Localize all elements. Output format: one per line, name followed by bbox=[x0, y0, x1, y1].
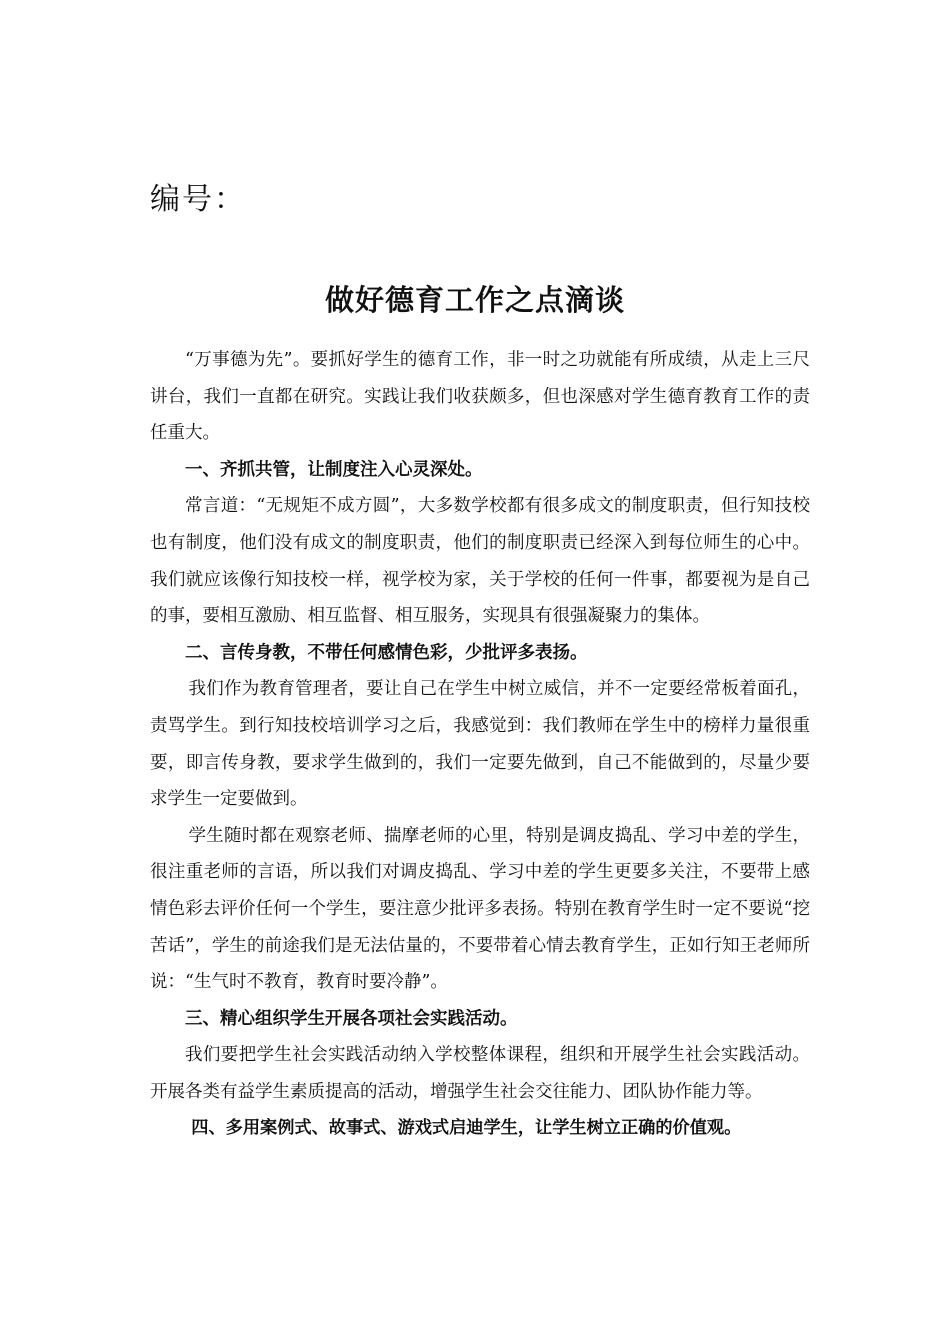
section-heading-1: 一、齐抓共管，让制度注入心灵深处。 bbox=[185, 459, 483, 480]
section-heading-2: 二、言传身教，不带任何感情色彩，少批评多表扬。 bbox=[185, 642, 588, 663]
section-1-paragraph: 常言道：“无规矩不成方圆”，大多数学校都有很多成文的制度职责，但行知技校也有制度，他们没有成文的制度职责，他们的制度职责已经深入到每位师生的心中。我们就应该像行知技校一样，视学校为家，关于学校的任何一件事，都要视为是自己的事，要相互激励、相互监督、相互服务，实现具有很强凝聚力的集体。 bbox=[150, 496, 810, 627]
intro-paragraph: “万事德为先”。要抓好学生的德育工作，非一时之功就能有所成绩，从走上三尺讲台，我们一直都在研究。实践让我们收获颇多，但也深感对学生德育教育工作的责任重大。 bbox=[150, 350, 810, 444]
section-2-paragraph-2: 学生随时都在观察老师、揣摩老师的心里，特别是调皮捣乱、学习中差的学生，很注重老师的言语，所以我们对调皮捣乱、学习中差的学生更要多关注，不要带上感情色彩去评价任何一个学生，要注意少批评多表扬。特别在教育学生时一定不要说“挖苦话”，学生的前途我们是无法估量的，不要带着心情去教育学生，正如行知王老师所说：“生气时不教育，教育时要冷静”。 bbox=[150, 825, 810, 993]
document-number-label: 编号： bbox=[150, 182, 246, 217]
section-heading-4: 四、多用案例式、故事式、游戏式启迪学生，让学生树立正确的价值观。 bbox=[191, 1118, 742, 1139]
document-title: 做好德育工作之点滴谈 bbox=[324, 283, 625, 317]
document-body bbox=[150, 342, 810, 1147]
section-2-paragraph-1: 我们作为教育管理者，要让自己在学生中树立威信，并不一定要经常板着面孔，责骂学生。到行知技校培训学习之后，我感觉到：我们教师在学生中的榜样力量很重要，即言传身教，要求学生做到的，我们一定要先做到，自己不能做到的，尽量少要求学生一定要做到。 bbox=[150, 679, 810, 810]
section-3-paragraph: 我们要把学生社会实践活动纳入学校整体课程，组织和开展学生社会实践活动。开展各类有益学生素质提高的活动，增强学生社会交往能力、团队协作能力等。 bbox=[150, 1045, 810, 1102]
section-heading-3: 三、精心组织学生开展各项社会实践活动。 bbox=[185, 1008, 518, 1029]
